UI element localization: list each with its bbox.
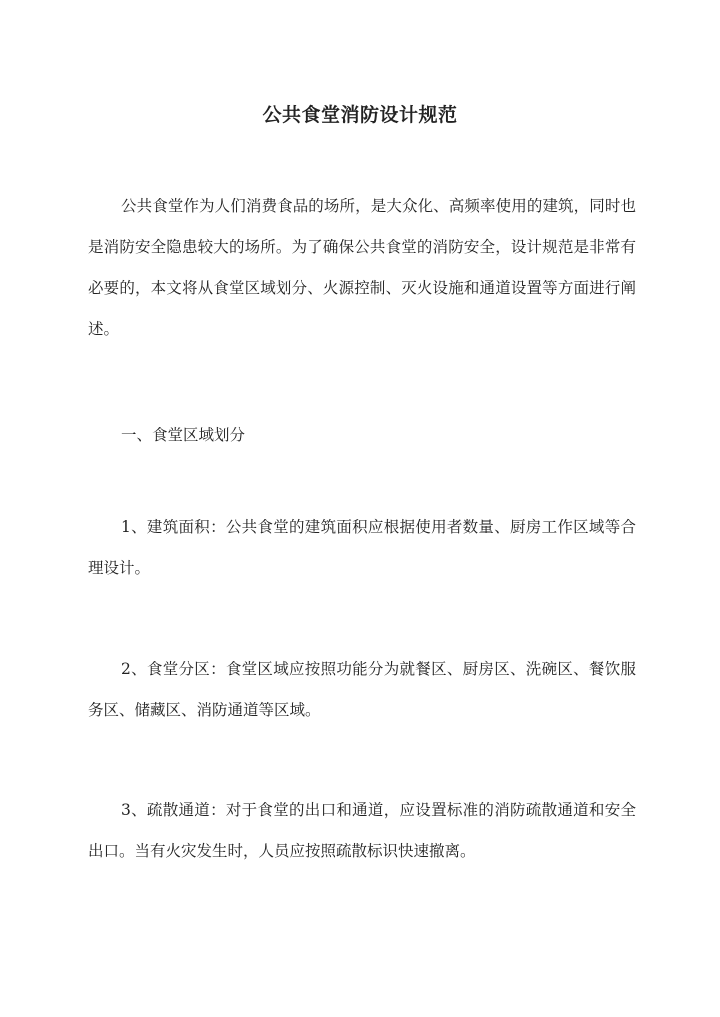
list-item: 1、建筑面积：公共食堂的建筑面积应根据使用者数量、厨房工作区域等合理设计。: [88, 518, 636, 577]
list-item: 3、疏散通道：对于食堂的出口和通道，应设置标准的消防疏散通道和安全出口。当有火灾发生时，人员应按照疏散标识快速撤离。: [88, 801, 636, 860]
list-item: 2、食堂分区：食堂区域应按照功能分为就餐区、厨房区、洗碗区、餐饮服务区、储藏区、消防通道等区域。: [88, 660, 636, 719]
section-heading: 一、食堂区域划分: [121, 426, 246, 444]
page-title: 公共食堂消防设计规范: [262, 103, 458, 126]
intro-paragraph: 公共食堂作为人们消费食品的场所，是大众化、高频率使用的建筑，同时也是消防安全隐患较大的场所。为了确保公共食堂的消防安全，设计规范是非常有必要的，本文将从食堂区域划分、火源控制、灭火设施和通道设置等方面进行阐述。: [88, 197, 636, 338]
